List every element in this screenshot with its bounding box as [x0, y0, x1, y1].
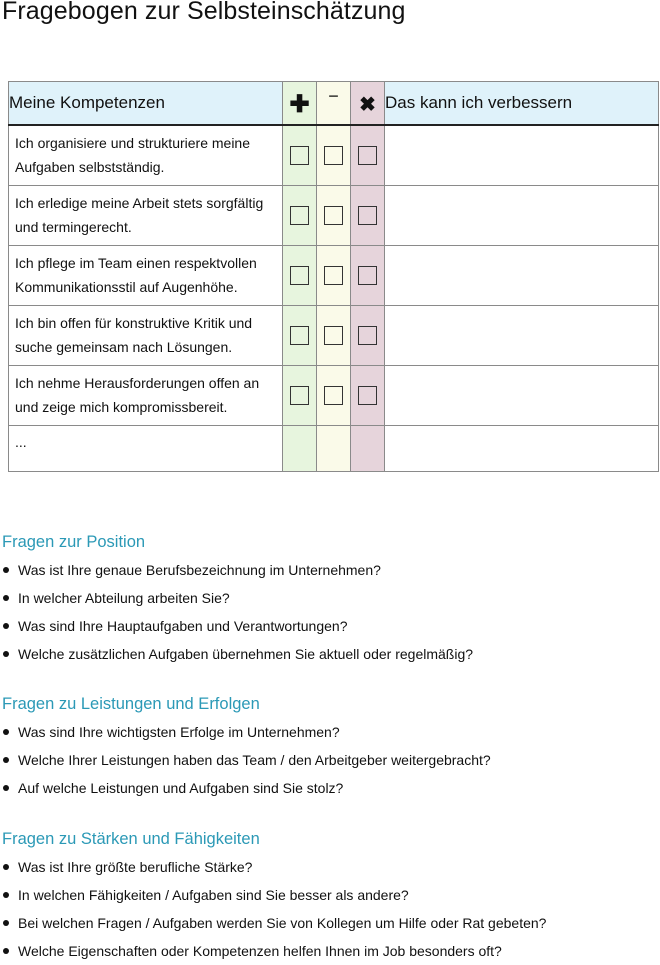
question-text: In welcher Abteilung arbeiten Sie?: [18, 590, 230, 606]
question-text: Was ist Ihre genaue Berufsbezeichnung im Unternehmen?: [18, 562, 381, 578]
competence-text: Ich bin offen für konstruktive Kritik und suche gemeinsam nach Lösungen.: [9, 306, 283, 366]
x-cell: [351, 246, 385, 306]
header-competences: Meine Kompetenzen: [9, 82, 283, 126]
header-improve: Das kann ich verbessern: [385, 82, 659, 126]
plus-cell: [283, 186, 317, 246]
bullet-icon: [3, 651, 9, 657]
x-cell: [351, 125, 385, 186]
question-text: Welche Eigenschaften oder Kompetenzen helfen Ihnen im Job besonders oft?: [18, 943, 502, 959]
question-text: Was sind Ihre Hauptaufgaben und Verantwortungen?: [18, 618, 348, 634]
page-title: Fragebogen zur Selbsteinschätzung: [2, 0, 406, 25]
bullet-icon: [3, 729, 9, 735]
table-header-row: [9, 82, 659, 126]
question-text: Bei welchen Fragen / Aufgaben werden Sie von Kollegen um Hilfe oder Rat gebeten?: [18, 915, 547, 931]
list-item: [2, 909, 652, 937]
table-row: [9, 186, 659, 246]
x-checkbox[interactable]: [358, 326, 377, 345]
bullet-icon: [3, 948, 9, 954]
list-item: [2, 881, 652, 909]
list-item: [2, 718, 652, 746]
minus-cell: [317, 306, 351, 366]
minus-cell: [317, 426, 351, 472]
minus-cell: [317, 125, 351, 186]
table-row: [9, 246, 659, 306]
competence-table: [8, 81, 659, 472]
plus-icon: ✚: [289, 91, 310, 118]
section-heading: Fragen zu Stärken und Fähigkeiten: [2, 830, 260, 848]
minus-checkbox[interactable]: [324, 206, 343, 225]
x-checkbox[interactable]: [358, 386, 377, 405]
header-minus: [317, 82, 351, 126]
plus-checkbox[interactable]: [290, 386, 309, 405]
competence-text: Ich pflege im Team einen respektvollen Kommunikationsstil auf Augenhöhe.: [9, 246, 283, 306]
bullet-icon: [3, 567, 9, 573]
improve-cell[interactable]: [385, 125, 659, 186]
plus-checkbox[interactable]: [290, 146, 309, 165]
minus-checkbox[interactable]: [324, 326, 343, 345]
question-text: Welche zusätzlichen Aufgaben übernehmen Sie aktuell oder regelmäßig?: [18, 646, 474, 662]
plus-checkbox[interactable]: [290, 266, 309, 285]
minus-cell: [317, 186, 351, 246]
list-item: [2, 640, 652, 668]
section-heading: Fragen zur Position: [2, 533, 146, 551]
list-item: [2, 584, 652, 612]
ellipsis-text: ...: [9, 426, 283, 472]
bullet-icon: [3, 757, 9, 763]
plus-cell: [283, 246, 317, 306]
plus-checkbox[interactable]: [290, 206, 309, 225]
list-item: [2, 853, 652, 881]
minus-cell: [317, 246, 351, 306]
question-text: Was ist Ihre größte berufliche Stärke?: [18, 859, 253, 875]
bullet-icon: [3, 892, 9, 898]
minus-checkbox[interactable]: [324, 146, 343, 165]
question-text: Was sind Ihre wichtigsten Erfolge im Unternehmen?: [18, 724, 340, 740]
section-strengths: [2, 829, 652, 965]
improve-cell[interactable]: [385, 366, 659, 426]
section-position: [2, 532, 652, 668]
question-list: [2, 718, 652, 802]
plus-checkbox[interactable]: [290, 326, 309, 345]
minus-checkbox[interactable]: [324, 386, 343, 405]
question-list: [2, 853, 652, 965]
x-checkbox[interactable]: [358, 266, 377, 285]
competence-text: Ich organisiere und strukturiere meine Aufgaben selbstständig.: [9, 125, 283, 186]
x-cell: [351, 366, 385, 426]
table-row: [9, 125, 659, 186]
plus-cell: [283, 125, 317, 186]
header-x: [351, 82, 385, 126]
table-row-empty: [9, 426, 659, 472]
question-text: In welchen Fähigkeiten / Aufgaben sind Sie besser als andere?: [18, 887, 409, 903]
minus-checkbox[interactable]: [324, 266, 343, 285]
question-text: Welche Ihrer Leistungen haben das Team / den Arbeitgeber weitergebracht?: [18, 752, 491, 768]
table-row: [9, 366, 659, 426]
minus-cell: [317, 366, 351, 426]
header-plus: [283, 82, 317, 126]
bullet-icon: [3, 785, 9, 791]
competence-text: Ich erledige meine Arbeit stets sorgfältig und termingerecht.: [9, 186, 283, 246]
x-checkbox[interactable]: [358, 206, 377, 225]
plus-cell: [283, 366, 317, 426]
bullet-icon: [3, 920, 9, 926]
section-heading: Fragen zu Leistungen und Erfolgen: [2, 695, 260, 713]
competence-text: Ich nehme Herausforderungen offen an und zeige mich kompromissbereit.: [9, 366, 283, 426]
section-achievements: [2, 694, 652, 802]
question-list: [2, 556, 652, 668]
improve-cell[interactable]: [385, 426, 659, 472]
list-item: [2, 556, 652, 584]
list-item: [2, 774, 652, 802]
bullet-icon: [3, 595, 9, 601]
x-cell: [351, 426, 385, 472]
x-checkbox[interactable]: [358, 146, 377, 165]
plus-cell: [283, 306, 317, 366]
improve-cell[interactable]: [385, 306, 659, 366]
x-cell: [351, 306, 385, 366]
question-text: Auf welche Leistungen und Aufgaben sind Sie stolz?: [18, 780, 344, 796]
list-item: [2, 612, 652, 640]
bullet-icon: [3, 623, 9, 629]
table-row: [9, 306, 659, 366]
list-item: [2, 746, 652, 774]
x-icon: ✖: [359, 93, 376, 116]
minus-icon: −: [328, 86, 339, 106]
improve-cell[interactable]: [385, 246, 659, 306]
improve-cell[interactable]: [385, 186, 659, 246]
plus-cell: [283, 426, 317, 472]
x-cell: [351, 186, 385, 246]
bullet-icon: [3, 864, 9, 870]
